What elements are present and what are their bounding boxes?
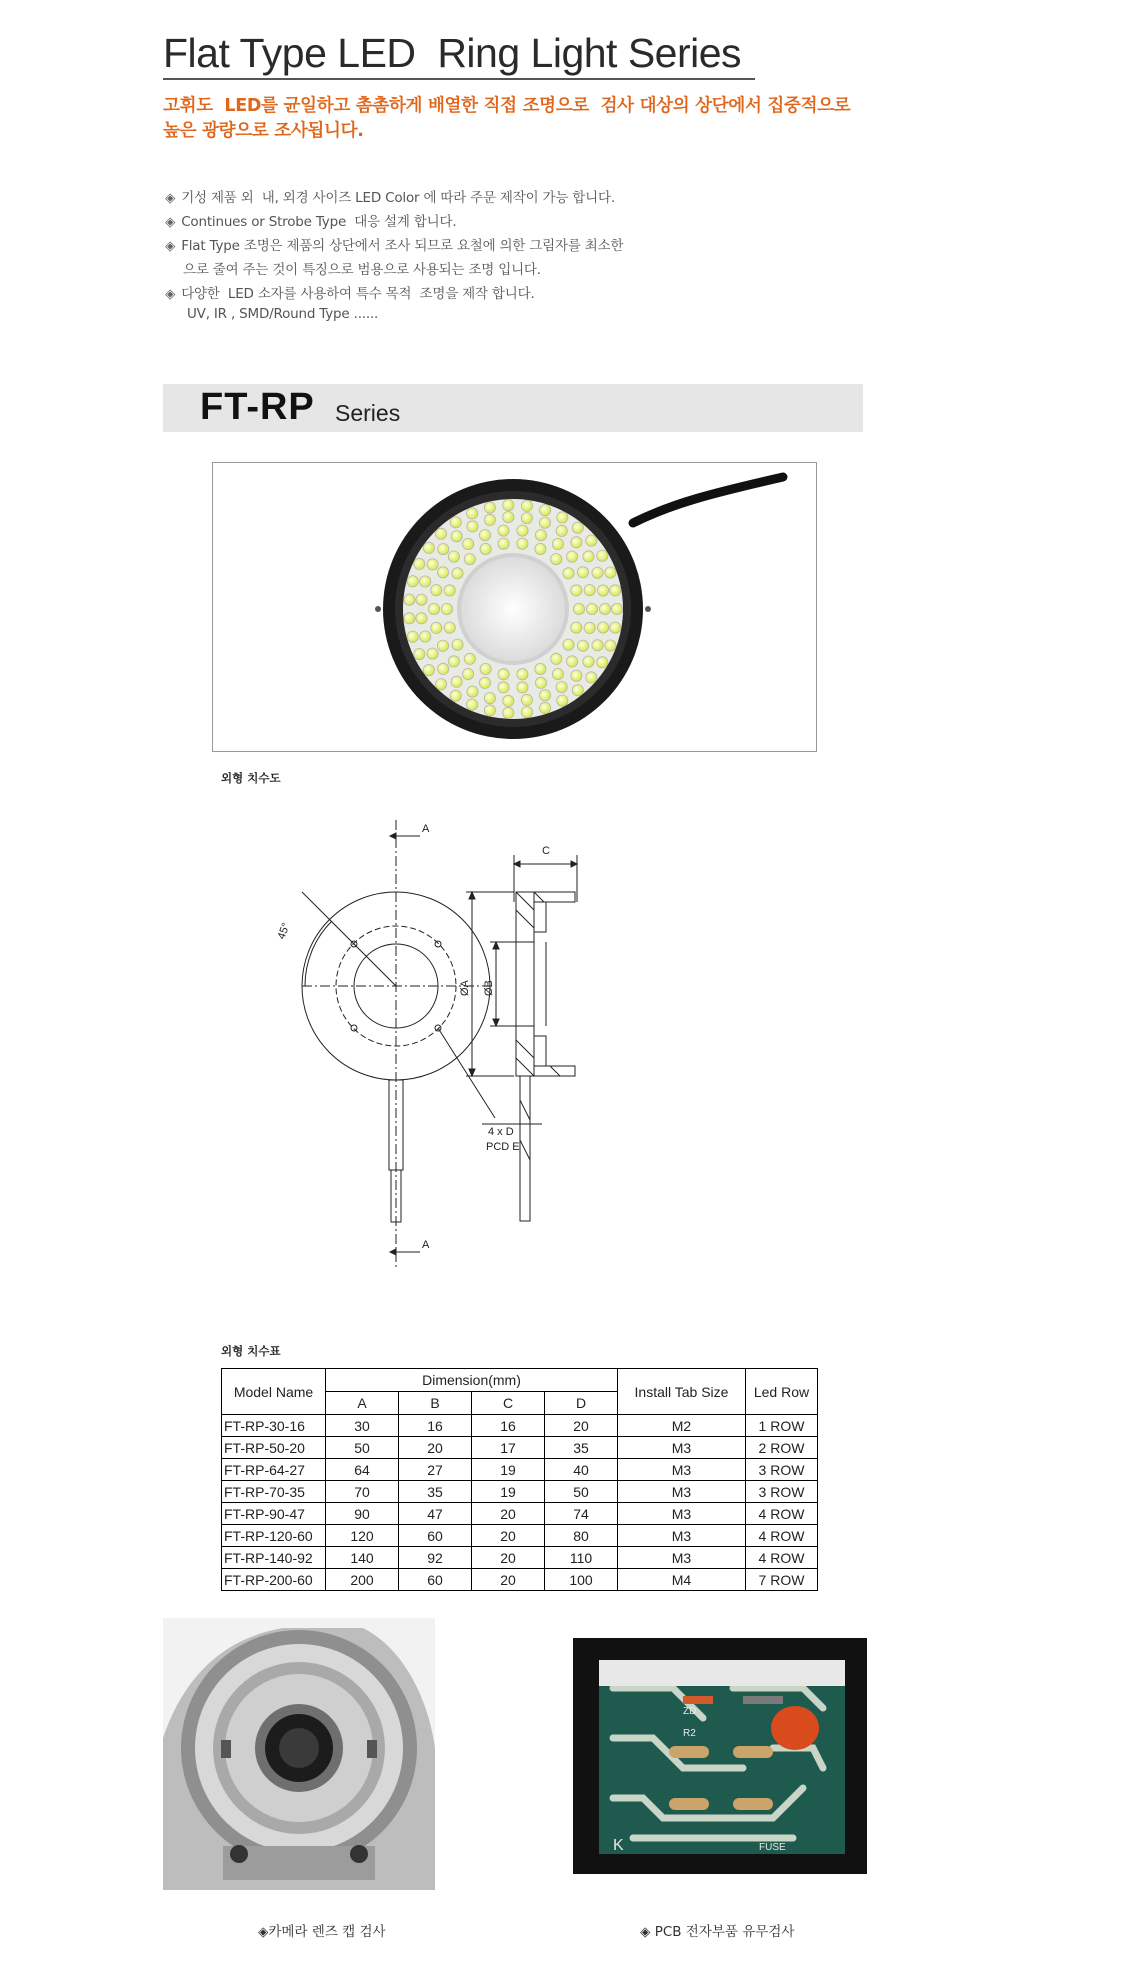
led-dot xyxy=(551,554,562,565)
led-dot xyxy=(448,551,459,562)
lens-cap-caption-text: 카메라 렌즈 캡 검사 xyxy=(268,1924,386,1940)
led-dot xyxy=(573,603,584,614)
section-subtitle: Series xyxy=(335,400,401,426)
cell-a: 140 xyxy=(326,1547,399,1569)
led-dot xyxy=(414,558,425,569)
led-dot xyxy=(450,690,461,701)
led-dot xyxy=(567,656,578,667)
pcb-mark-zd: ZD xyxy=(683,1706,697,1717)
cell-c: 19 xyxy=(472,1481,545,1503)
cell-model: FT-RP-120-60 xyxy=(222,1525,326,1547)
pcb-mark-r2: R2 xyxy=(683,1728,696,1739)
led-dot xyxy=(571,622,582,633)
subtitle-line-2: 높은 광량으로 조사됩니다. xyxy=(163,121,364,141)
led-dot xyxy=(551,653,562,664)
ring-light-photo xyxy=(213,463,816,751)
led-dot xyxy=(484,514,495,525)
feature-text: 기성 제품 외 내, 외경 사이즈 LED Color 에 따라 주문 제작이 가능 합니다. xyxy=(181,190,615,206)
led-dot xyxy=(517,682,528,693)
led-dot xyxy=(610,585,621,596)
pcb-caption-text: PCB 전자부품 유무검사 xyxy=(654,1924,795,1940)
led-dot xyxy=(535,663,546,674)
cell-tab: M3 xyxy=(618,1547,746,1569)
product-photo-frame xyxy=(212,462,817,752)
led-dot xyxy=(539,690,550,701)
led-dot xyxy=(498,525,509,536)
led-dot xyxy=(517,669,528,680)
cell-c: 19 xyxy=(472,1459,545,1481)
led-dot xyxy=(436,679,447,690)
cell-a: 30 xyxy=(326,1415,399,1437)
led-dot xyxy=(540,702,551,713)
led-dot xyxy=(451,531,462,542)
led-dot xyxy=(567,551,578,562)
dim-phi-a-label: ØA xyxy=(459,980,471,996)
led-dot xyxy=(577,640,588,651)
led-dot xyxy=(416,594,427,605)
led-dot xyxy=(586,535,597,546)
cell-c: 20 xyxy=(472,1525,545,1547)
led-dot xyxy=(571,585,582,596)
led-dot xyxy=(552,668,563,679)
led-dot xyxy=(598,585,609,596)
cell-d: 50 xyxy=(545,1481,618,1503)
led-dot xyxy=(441,603,452,614)
feature-item xyxy=(165,210,456,230)
led-dot xyxy=(448,656,459,667)
cell-c: 16 xyxy=(472,1415,545,1437)
led-dot xyxy=(438,663,449,674)
cell-tab: M3 xyxy=(618,1459,746,1481)
header-dim-a: A xyxy=(326,1392,399,1415)
cell-a: 90 xyxy=(326,1503,399,1525)
led-dot xyxy=(467,699,478,710)
led-dot xyxy=(503,707,514,718)
header-dimension: Dimension(mm) xyxy=(326,1369,618,1392)
table-row xyxy=(222,1481,818,1503)
led-dot xyxy=(484,502,495,513)
led-dot xyxy=(540,505,551,516)
led-dot xyxy=(438,544,449,555)
led-dot xyxy=(586,603,597,614)
cell-d: 100 xyxy=(545,1569,618,1591)
led-dot xyxy=(552,538,563,549)
header-dim-c: C xyxy=(472,1392,545,1415)
cell-row: 2 ROW xyxy=(746,1437,818,1459)
feature-text: Flat Type 조명은 제품의 상단에서 조사 되므로 요철에 의한 그림자를 최소한 xyxy=(181,238,624,254)
led-dot xyxy=(463,538,474,549)
drawing-label: 외형 치수도 xyxy=(221,771,281,785)
led-dot xyxy=(437,567,448,578)
led-dot xyxy=(467,521,478,532)
cell-row: 4 ROW xyxy=(746,1525,818,1547)
led-dot xyxy=(535,530,546,541)
cell-a: 50 xyxy=(326,1437,399,1459)
cell-tab: M4 xyxy=(618,1569,746,1591)
cell-model: FT-RP-140-92 xyxy=(222,1547,326,1569)
cell-c: 20 xyxy=(472,1569,545,1591)
led-dot xyxy=(571,670,582,681)
table-row xyxy=(222,1415,818,1437)
led-dot xyxy=(427,648,438,659)
led-dot xyxy=(517,525,528,536)
led-dot xyxy=(557,512,568,523)
led-dot xyxy=(463,668,474,679)
cell-row: 1 ROW xyxy=(746,1415,818,1437)
cell-a: 200 xyxy=(326,1569,399,1591)
led-dot xyxy=(452,639,463,650)
cell-b: 60 xyxy=(399,1525,472,1547)
led-dot xyxy=(414,649,425,660)
led-dot xyxy=(444,585,455,596)
cell-d: 35 xyxy=(545,1437,618,1459)
led-dot xyxy=(484,705,495,716)
cell-c: 17 xyxy=(472,1437,545,1459)
cell-row: 4 ROW xyxy=(746,1547,818,1569)
cell-tab: M2 xyxy=(618,1415,746,1437)
pcb-mark-fuse: FUSE xyxy=(759,1842,786,1853)
cell-b: 20 xyxy=(399,1437,472,1459)
section-title: FT-RP xyxy=(200,386,315,428)
dimension-drawing xyxy=(220,800,760,1280)
subtitle-line-1: 고휘도 LED를 균일하고 촘촘하게 배열한 직접 조명으로 검사 대상의 상단에서 집중적으로 xyxy=(163,96,851,116)
dimension-table xyxy=(221,1368,818,1591)
led-dot xyxy=(431,585,442,596)
led-dot xyxy=(423,665,434,676)
led-dot xyxy=(563,639,574,650)
led-dot xyxy=(416,613,427,624)
led-dot xyxy=(450,517,461,528)
led-dot xyxy=(592,567,603,578)
led-dot xyxy=(572,685,583,696)
led-dot xyxy=(611,603,622,614)
cell-tab: M3 xyxy=(618,1525,746,1547)
led-dot xyxy=(572,522,583,533)
cell-d: 74 xyxy=(545,1503,618,1525)
led-dot xyxy=(556,682,567,693)
cell-b: 47 xyxy=(399,1503,472,1525)
cell-tab: M3 xyxy=(618,1503,746,1525)
title-underline xyxy=(163,78,755,80)
header-dim-d: D xyxy=(545,1392,618,1415)
angle-label: 45° xyxy=(275,921,293,942)
led-dot xyxy=(428,603,439,614)
led-dot xyxy=(571,537,582,548)
led-dot xyxy=(597,657,608,668)
led-dot xyxy=(539,517,550,528)
cell-b: 60 xyxy=(399,1569,472,1591)
led-dot xyxy=(451,676,462,687)
feature-text: Continues or Strobe Type 대응 설계 합니다. xyxy=(181,214,457,230)
diamond-bullet-icon: ◈ xyxy=(165,214,176,230)
lens-cap-caption xyxy=(258,1920,386,1940)
led-dot xyxy=(563,568,574,579)
led-dot xyxy=(521,500,532,511)
feature-item xyxy=(165,234,623,254)
feature-item xyxy=(165,186,615,206)
led-dot xyxy=(404,594,415,605)
led-dot xyxy=(521,707,532,718)
table-row xyxy=(222,1503,818,1525)
led-dot xyxy=(557,695,568,706)
led-dot xyxy=(464,653,475,664)
led-dot xyxy=(436,528,447,539)
cell-d: 80 xyxy=(545,1525,618,1547)
led-dot xyxy=(584,585,595,596)
cell-b: 92 xyxy=(399,1547,472,1569)
led-dot xyxy=(480,543,491,554)
feature-item-continuation: UV, IR , SMD/Round Type ...... xyxy=(187,306,379,322)
cell-row: 3 ROW xyxy=(746,1459,818,1481)
led-dot xyxy=(521,513,532,524)
table-row xyxy=(222,1547,818,1569)
cell-tab: M3 xyxy=(618,1481,746,1503)
header-install-tab: Install Tab Size xyxy=(618,1369,746,1415)
led-dot xyxy=(444,622,455,633)
header-model-name: Model Name xyxy=(222,1369,326,1415)
led-dot xyxy=(605,567,616,578)
table-row xyxy=(222,1525,818,1547)
cell-a: 64 xyxy=(326,1459,399,1481)
led-dot xyxy=(583,656,594,667)
led-dot xyxy=(484,693,495,704)
led-dot xyxy=(503,500,514,511)
cell-d: 110 xyxy=(545,1547,618,1569)
diamond-bullet-icon: ◈ xyxy=(640,1924,655,1940)
led-dot xyxy=(503,512,514,523)
led-dot xyxy=(584,622,595,633)
cell-model: FT-RP-30-16 xyxy=(222,1415,326,1437)
dim-c-label: C xyxy=(542,845,550,857)
pcb-caption xyxy=(640,1920,794,1940)
led-dot xyxy=(577,567,588,578)
led-dot xyxy=(610,622,621,633)
led-dot xyxy=(480,663,491,674)
led-dot xyxy=(583,551,594,562)
led-dot xyxy=(517,538,528,549)
table-label: 외형 치수표 xyxy=(221,1344,281,1358)
cell-model: FT-RP-64-27 xyxy=(222,1459,326,1481)
led-dot xyxy=(420,576,431,587)
table-row xyxy=(222,1459,818,1481)
led-dot xyxy=(535,543,546,554)
lens-cap-inspection-photo xyxy=(163,1618,435,1890)
cell-model: FT-RP-90-47 xyxy=(222,1503,326,1525)
led-dot xyxy=(498,669,509,680)
led-dot xyxy=(404,613,415,624)
led-dot xyxy=(407,576,418,587)
cell-model: FT-RP-50-20 xyxy=(222,1437,326,1459)
diamond-bullet-icon: ◈ xyxy=(165,238,176,254)
page-title: Flat Type LED Ring Light Series xyxy=(163,30,742,76)
cell-model: FT-RP-200-60 xyxy=(222,1569,326,1591)
cell-row: 4 ROW xyxy=(746,1503,818,1525)
led-dot xyxy=(592,640,603,651)
table-row xyxy=(222,1569,818,1591)
led-dot xyxy=(598,622,609,633)
led-dot xyxy=(427,559,438,570)
header-dim-b: B xyxy=(399,1392,472,1415)
led-dot xyxy=(586,672,597,683)
pcb-inspection-photo xyxy=(573,1638,867,1874)
cell-tab: M3 xyxy=(618,1437,746,1459)
led-dot xyxy=(605,640,616,651)
cell-c: 20 xyxy=(472,1547,545,1569)
section-mark-a-top: A xyxy=(422,823,430,835)
led-dot xyxy=(535,677,546,688)
diamond-bullet-icon: ◈ xyxy=(258,1924,269,1940)
cell-b: 27 xyxy=(399,1459,472,1481)
cell-row: 3 ROW xyxy=(746,1481,818,1503)
led-dot xyxy=(498,538,509,549)
dim-phi-b-label: ØB xyxy=(483,980,495,996)
pcd-label: PCD E xyxy=(486,1141,520,1153)
cell-b: 35 xyxy=(399,1481,472,1503)
cell-a: 70 xyxy=(326,1481,399,1503)
table-row xyxy=(222,1437,818,1459)
feature-item xyxy=(165,282,535,302)
led-dot xyxy=(431,622,442,633)
cell-model: FT-RP-70-35 xyxy=(222,1481,326,1503)
led-dot xyxy=(467,686,478,697)
led-dot xyxy=(521,694,532,705)
led-dot xyxy=(597,550,608,561)
cell-a: 120 xyxy=(326,1525,399,1547)
cell-c: 20 xyxy=(472,1503,545,1525)
led-dot xyxy=(452,568,463,579)
led-dot xyxy=(479,530,490,541)
led-dot xyxy=(420,631,431,642)
cell-b: 16 xyxy=(399,1415,472,1437)
cell-row: 7 ROW xyxy=(746,1569,818,1591)
feature-item-continuation: 으로 줄여 주는 것이 특징으로 범용으로 사용되는 조명 입니다. xyxy=(183,262,541,278)
led-dot xyxy=(407,631,418,642)
led-dot xyxy=(479,677,490,688)
header-led-row: Led Row xyxy=(746,1369,818,1415)
pcb-mark-k: K xyxy=(613,1837,624,1854)
diamond-bullet-icon: ◈ xyxy=(165,190,176,206)
led-dot xyxy=(464,554,475,565)
led-dot xyxy=(498,682,509,693)
hole-label: 4 x D xyxy=(488,1126,514,1138)
led-dot xyxy=(503,695,514,706)
led-dot xyxy=(467,508,478,519)
cell-d: 40 xyxy=(545,1459,618,1481)
section-mark-a-bottom: A xyxy=(422,1239,430,1251)
feature-text: 다양한 LED 소자를 사용하여 특수 목적 조명을 제작 합니다. xyxy=(181,286,535,302)
led-dot xyxy=(599,603,610,614)
led-dot xyxy=(556,525,567,536)
led-dot xyxy=(423,542,434,553)
diamond-bullet-icon: ◈ xyxy=(165,286,176,302)
cell-d: 20 xyxy=(545,1415,618,1437)
led-dot xyxy=(437,640,448,651)
